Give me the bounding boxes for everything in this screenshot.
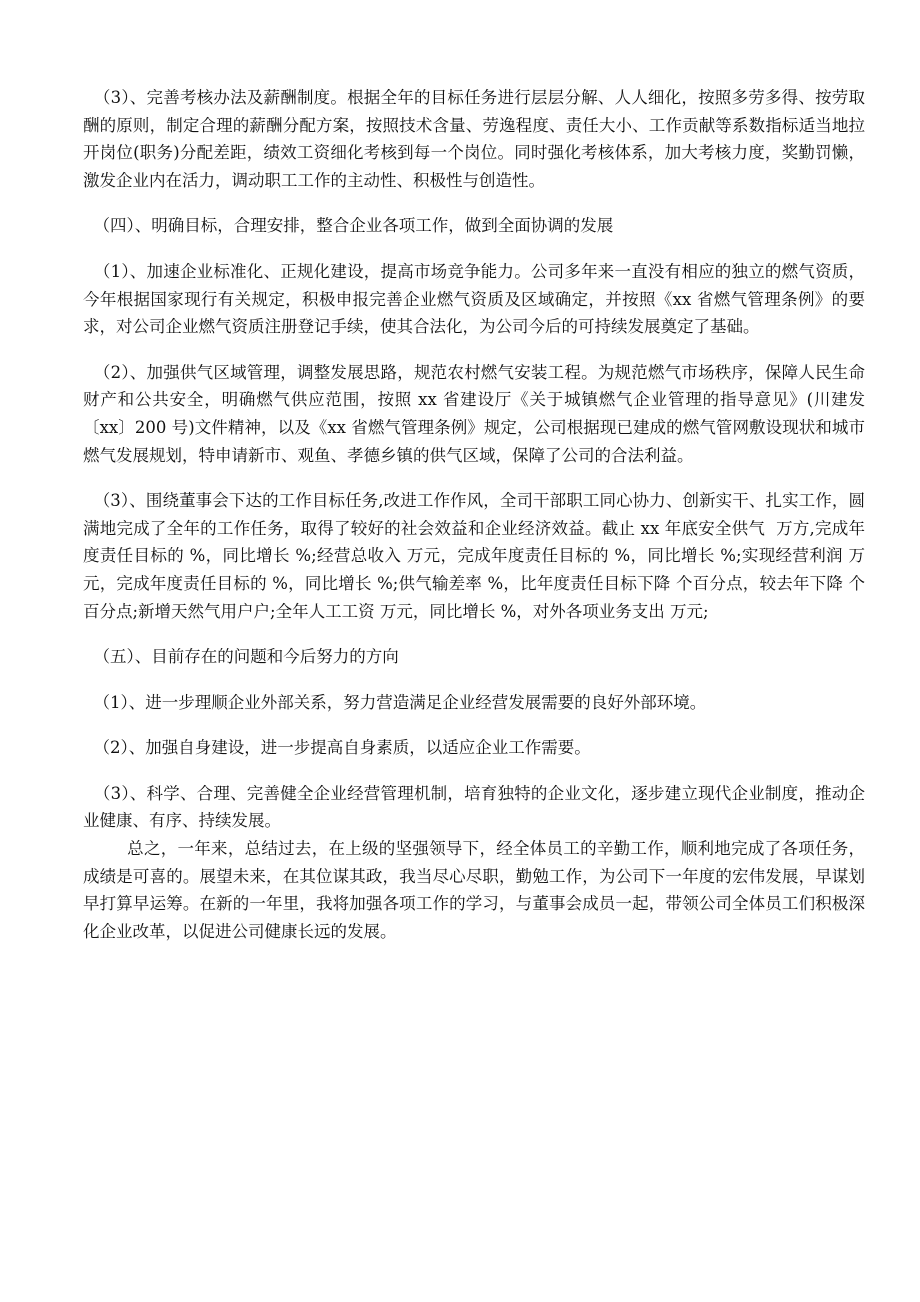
section-heading-five: （五）、目前存在的问题和今后努力的方向 [83, 647, 399, 667]
paragraph-work-targets: （3）、围绕董事会下达的工作目标任务,改进工作作风，全司干部职工同心协力、创新实干、扎实工作，圆满地完成了全年的工作任务，取得了较好的社会效益和企业经济效益。截止 xx 年底安全供气 万方,完成年度责任目标的 %，同比增长 %;经营总收入 万元，完成年度责任目标的 %，同比增长 %;实现经营利润 万元，完成年度责任目标的 %，同比增长 %;供气输差率 %，比年度责任目标下降 个百分点，较去年下降 个百分点;新增天然气用户户;全年人工工资 万元，同比增长 %，对外各项业务支出 万元; [83, 491, 865, 621]
paragraph-assessment-salary: （3）、完善考核办法及薪酬制度。根据全年的目标任务进行层层分解、人人细化，按照多劳多得、按劳取酬的原则，制定合理的薪酬分配方案，按照技术含量、劳逸程度、责任大小、工作贡献等系数指标适当地拉开岗位(职务)分配差距，绩效工资细化考核到每一个岗位。同时强化考核体系，加大考核力度，奖勤罚懒，激发企业内在活力，调动职工工作的主动性、积极性与创造性。 [83, 88, 865, 190]
paragraph-self-building: （2）、加强自身建设，进一步提高自身素质，以适应企业工作需要。 [83, 738, 591, 758]
paragraph-standardization: （1）、加速企业标准化、正规化建设，提高市场竞争能力。公司多年来一直没有相应的独立的燃气资质，今年根据国家现行有关规定，积极申报完善企业燃气资质及区域确定，并按照《xx 省燃气管理条例》的要求，对公司企业燃气资质注册登记手续，使其合法化，为公司今后的可持续发展奠定了基础。 [83, 261, 865, 337]
paragraph-conclusion: 总之，一年来，总结过去，在上级的坚强领导下，经全体员工的辛勤工作，顺利地完成了各项任务，成绩是可喜的。展望未来，在其位谋其政，我当尽心尽职，勤勉工作，为公司下一年度的宏伟发展，早谋划早打算早运筹。在新的一年里，我将加强各项工作的学习，与董事会成员一起，带领公司全体员工们积极深化企业改革，以促进公司健康长远的发展。 [83, 839, 866, 941]
document-body [83, 84, 865, 963]
paragraph-gas-supply-area: （2）、加强供气区域管理，调整发展思路，规范农村燃气安装工程。为规范燃气市场秩序，保障人民生命财产和公共安全，明确燃气供应范围，按照 xx 省建设厅《关于城镇燃气企业管理的指导意见》(川建发〔xx〕200 号)文件精神，以及《xx 省燃气管理条例》规定，公司根据现已建成的燃气管网敷设现状和城市燃气发展规划，特申请新市、观鱼、孝德乡镇的供气区域，保障了公司的合法利益。 [83, 362, 865, 465]
section-heading-four: （四）、明确目标，合理安排，整合企业各项工作，做到全面协调的发展 [83, 216, 614, 236]
paragraph-external-relations: （1）、进一步理顺企业外部关系，努力营造满足企业经营发展需要的良好外部环境。 [83, 692, 707, 712]
paragraph-management-mechanism: （3）、科学、合理、完善健全企业经营管理机制，培育独特的企业文化，逐步建立现代企业制度，推动企业健康、有序、持续发展。 [83, 783, 865, 831]
